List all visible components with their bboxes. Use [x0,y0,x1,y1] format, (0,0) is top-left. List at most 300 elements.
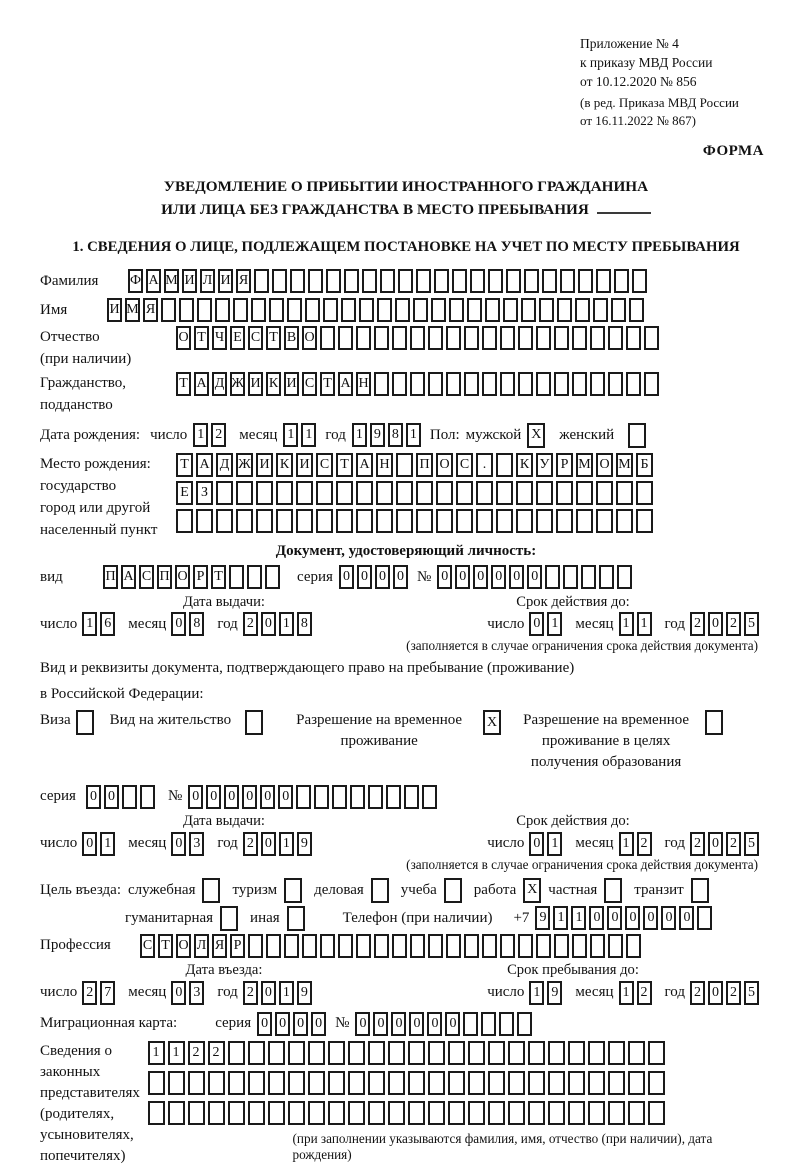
form-cell[interactable] [395,298,410,322]
form-cell[interactable] [628,1071,645,1095]
form-cell[interactable] [323,298,338,322]
form-cell[interactable]: 3 [189,832,204,856]
representatives-cells-row2[interactable] [148,1071,668,1095]
form-cell[interactable] [556,481,573,505]
form-cell[interactable]: 0 [224,785,239,809]
form-cell[interactable] [608,934,623,958]
form-cell[interactable] [608,1071,625,1095]
form-cell[interactable]: М [616,453,633,477]
form-cell[interactable]: П [416,453,433,477]
form-cell[interactable] [428,1071,445,1095]
form-cell[interactable] [557,298,572,322]
form-cell[interactable] [248,1041,265,1065]
birth-place-cells-row3[interactable] [176,509,656,533]
id-doc-type-cells[interactable] [103,565,283,589]
form-cell[interactable]: 0 [643,906,658,930]
form-cell[interactable] [500,934,515,958]
form-cell[interactable]: 7 [100,981,115,1005]
form-cell[interactable] [628,1041,645,1065]
form-cell[interactable]: 2 [726,832,741,856]
form-cell[interactable]: О [175,565,190,589]
form-cell[interactable]: Я [236,269,251,293]
form-cell[interactable] [348,1101,365,1125]
form-cell[interactable] [208,1101,225,1125]
form-cell[interactable] [608,1041,625,1065]
form-cell[interactable] [536,326,551,350]
form-cell[interactable] [648,1101,665,1125]
form-cell[interactable]: Е [176,481,193,505]
form-cell[interactable] [216,481,233,505]
form-cell[interactable]: М [125,298,140,322]
form-cell[interactable] [608,1101,625,1125]
form-cell[interactable]: О [596,453,613,477]
form-cell[interactable] [476,509,493,533]
form-cell[interactable]: С [139,565,154,589]
form-cell[interactable] [316,481,333,505]
form-cell[interactable] [348,1071,365,1095]
form-cell[interactable] [628,1101,645,1125]
stay-month-cells[interactable] [619,981,655,1005]
form-cell[interactable]: 1 [100,832,115,856]
form-cell[interactable] [644,372,659,396]
form-cell[interactable] [326,269,341,293]
form-cell[interactable]: 2 [243,612,258,636]
form-cell[interactable]: Т [194,326,209,350]
form-cell[interactable] [572,934,587,958]
form-cell[interactable] [248,934,263,958]
form-cell[interactable] [254,269,269,293]
form-cell[interactable] [428,372,443,396]
form-cell[interactable]: А [121,565,136,589]
form-cell[interactable]: Л [200,269,215,293]
form-cell[interactable]: 0 [445,1012,460,1036]
form-cell[interactable] [431,298,446,322]
form-cell[interactable] [446,372,461,396]
form-cell[interactable] [616,481,633,505]
form-cell[interactable]: 0 [311,1012,326,1036]
form-cell[interactable] [422,785,437,809]
form-cell[interactable]: Т [211,565,226,589]
form-cell[interactable] [388,1071,405,1095]
form-cell[interactable]: 0 [527,565,542,589]
form-cell[interactable]: И [218,269,233,293]
form-cell[interactable] [588,1101,605,1125]
form-cell[interactable] [408,1071,425,1095]
form-cell[interactable]: С [248,326,263,350]
purpose-work-checkbox[interactable] [523,878,541,903]
form-cell[interactable] [528,1071,545,1095]
citizenship-cells[interactable] [176,372,662,396]
form-cell[interactable]: 0 [357,565,372,589]
form-cell[interactable] [376,481,393,505]
form-cell[interactable] [608,372,623,396]
form-cell[interactable]: Ф [128,269,143,293]
form-cell[interactable]: Т [336,453,353,477]
form-cell[interactable]: И [248,372,263,396]
form-cell[interactable] [276,509,293,533]
form-cell[interactable] [328,1071,345,1095]
form-cell[interactable]: 0 [375,565,390,589]
form-cell[interactable] [428,326,443,350]
id-doc-issue-year[interactable] [243,612,315,636]
form-cell[interactable]: 0 [275,1012,290,1036]
form-cell[interactable] [518,326,533,350]
form-cell[interactable]: З [196,481,213,505]
migration-series-cells[interactable] [257,1012,329,1036]
form-cell[interactable]: О [176,326,191,350]
form-cell[interactable]: 0 [708,612,723,636]
form-cell[interactable]: И [256,453,273,477]
form-cell[interactable] [456,481,473,505]
form-cell[interactable] [697,906,712,930]
form-cell[interactable] [344,269,359,293]
form-cell[interactable]: 0 [355,1012,370,1036]
form-cell[interactable] [416,509,433,533]
form-cell[interactable] [202,878,220,903]
form-cell[interactable] [228,1071,245,1095]
form-cell[interactable] [436,481,453,505]
form-cell[interactable]: С [302,372,317,396]
form-cell[interactable] [428,1101,445,1125]
form-cell[interactable] [122,785,137,809]
form-cell[interactable] [536,509,553,533]
temp-residence-checkbox[interactable] [483,710,501,735]
form-cell[interactable]: С [140,934,155,958]
form-cell[interactable]: 0 [427,1012,442,1036]
form-cell[interactable] [464,372,479,396]
form-cell[interactable]: 0 [509,565,524,589]
form-cell[interactable] [488,1071,505,1095]
form-cell[interactable] [508,1101,525,1125]
form-cell[interactable] [560,269,575,293]
form-cell[interactable]: 0 [529,832,544,856]
form-cell[interactable] [265,565,280,589]
form-cell[interactable] [449,298,464,322]
form-cell[interactable] [288,1101,305,1125]
form-cell[interactable] [608,326,623,350]
form-cell[interactable]: X [527,423,545,448]
form-cell[interactable] [236,509,253,533]
form-cell[interactable] [396,453,413,477]
form-cell[interactable]: Д [216,453,233,477]
form-cell[interactable]: 1 [619,612,634,636]
form-cell[interactable] [596,269,611,293]
form-cell[interactable]: Я [143,298,158,322]
form-cell[interactable] [302,934,317,958]
form-cell[interactable] [503,298,518,322]
form-cell[interactable]: Ж [236,453,253,477]
form-cell[interactable] [168,1101,185,1125]
form-cell[interactable] [626,934,641,958]
form-cell[interactable] [396,481,413,505]
form-cell[interactable]: А [356,453,373,477]
form-cell[interactable]: 3 [189,981,204,1005]
form-cell[interactable] [644,326,659,350]
form-cell[interactable] [392,326,407,350]
form-cell[interactable]: 6 [100,612,115,636]
form-cell[interactable]: 2 [726,612,741,636]
form-cell[interactable] [413,298,428,322]
form-cell[interactable] [368,1101,385,1125]
form-cell[interactable] [590,372,605,396]
form-cell[interactable] [228,1101,245,1125]
entry-month-cells[interactable] [171,981,207,1005]
form-cell[interactable] [236,481,253,505]
temp-residence-education-checkbox[interactable] [705,710,723,735]
form-cell[interactable]: 0 [409,1012,424,1036]
form-cell[interactable] [276,481,293,505]
form-cell[interactable] [508,1071,525,1095]
form-cell[interactable] [196,509,213,533]
birth-place-cells-row2[interactable] [176,481,656,505]
form-cell[interactable]: 9 [535,906,550,930]
form-cell[interactable] [287,906,305,931]
form-cell[interactable]: А [194,372,209,396]
form-cell[interactable]: 0 [188,785,203,809]
form-cell[interactable] [614,269,629,293]
form-cell[interactable] [575,298,590,322]
form-cell[interactable] [245,710,263,735]
form-cell[interactable]: 9 [297,981,312,1005]
sex-female-checkbox[interactable] [628,423,646,448]
form-cell[interactable] [316,509,333,533]
form-cell[interactable] [554,326,569,350]
form-cell[interactable] [288,1071,305,1095]
form-cell[interactable] [691,878,709,903]
form-cell[interactable] [548,1101,565,1125]
form-cell[interactable] [338,326,353,350]
form-cell[interactable]: 0 [661,906,676,930]
form-cell[interactable] [272,269,287,293]
form-cell[interactable] [416,481,433,505]
form-cell[interactable] [516,509,533,533]
form-cell[interactable]: 9 [547,981,562,1005]
form-cell[interactable]: 0 [171,981,186,1005]
form-cell[interactable]: Б [636,453,653,477]
form-cell[interactable]: 0 [206,785,221,809]
form-cell[interactable] [248,1101,265,1125]
form-cell[interactable] [416,269,431,293]
form-cell[interactable] [705,710,723,735]
form-cell[interactable] [482,326,497,350]
form-cell[interactable]: А [338,372,353,396]
form-cell[interactable]: 0 [708,832,723,856]
form-cell[interactable]: В [284,326,299,350]
form-cell[interactable] [148,1071,165,1095]
form-cell[interactable] [266,934,281,958]
form-cell[interactable] [296,785,311,809]
form-cell[interactable] [464,934,479,958]
form-cell[interactable] [148,1101,165,1125]
id-doc-series-cells[interactable] [339,565,411,589]
form-cell[interactable] [554,934,569,958]
form-cell[interactable]: 8 [388,423,403,447]
form-cell[interactable] [371,878,389,903]
form-cell[interactable]: 0 [589,906,604,930]
form-cell[interactable] [528,1041,545,1065]
form-cell[interactable]: X [523,878,541,903]
form-cell[interactable]: 0 [261,832,276,856]
form-cell[interactable] [446,934,461,958]
form-cell[interactable] [500,372,515,396]
form-cell[interactable]: 1 [193,423,208,447]
form-cell[interactable]: 0 [260,785,275,809]
form-cell[interactable] [161,298,176,322]
form-cell[interactable]: Н [376,453,393,477]
form-cell[interactable] [408,1041,425,1065]
form-cell[interactable]: 0 [437,565,452,589]
res-doc-expiry-day[interactable] [529,832,565,856]
form-cell[interactable] [517,1012,532,1036]
form-cell[interactable] [452,269,467,293]
form-cell[interactable] [528,1101,545,1125]
form-cell[interactable] [545,565,560,589]
form-cell[interactable] [268,1101,285,1125]
form-cell[interactable]: 2 [690,981,705,1005]
form-cell[interactable]: 0 [373,1012,388,1036]
form-cell[interactable] [341,298,356,322]
form-cell[interactable]: О [302,326,317,350]
id-doc-issue-month[interactable] [171,612,207,636]
phone-cells[interactable] [535,906,715,930]
form-cell[interactable] [368,1071,385,1095]
form-cell[interactable]: 0 [293,1012,308,1036]
form-cell[interactable] [593,298,608,322]
form-cell[interactable]: 5 [744,981,759,1005]
form-cell[interactable]: С [316,453,333,477]
form-cell[interactable] [568,1071,585,1095]
form-cell[interactable] [374,326,389,350]
form-cell[interactable] [588,1071,605,1095]
form-cell[interactable]: Т [176,453,193,477]
entry-day-cells[interactable] [82,981,118,1005]
form-cell[interactable]: 8 [189,612,204,636]
form-cell[interactable] [596,481,613,505]
form-cell[interactable] [348,1041,365,1065]
form-cell[interactable] [408,1101,425,1125]
form-cell[interactable]: 1 [406,423,421,447]
form-cell[interactable] [539,298,554,322]
form-cell[interactable]: Т [158,934,173,958]
form-cell[interactable]: 0 [679,906,694,930]
birth-place-cells-row1[interactable] [176,453,656,477]
form-cell[interactable] [76,710,94,735]
representatives-cells-row3[interactable] [148,1101,668,1125]
form-cell[interactable] [368,1041,385,1065]
form-cell[interactable]: О [176,934,191,958]
form-cell[interactable] [305,298,320,322]
birth-day-cells[interactable] [193,423,229,447]
patronymic-cells[interactable] [176,326,662,350]
form-cell[interactable] [590,326,605,350]
form-cell[interactable]: 0 [278,785,293,809]
form-cell[interactable]: 1 [283,423,298,447]
purpose-official-checkbox[interactable] [202,878,220,903]
form-cell[interactable] [488,1101,505,1125]
form-cell[interactable] [444,878,462,903]
form-cell[interactable]: 2 [188,1041,205,1065]
form-cell[interactable] [188,1071,205,1095]
form-cell[interactable] [626,372,641,396]
form-cell[interactable]: 0 [86,785,101,809]
form-cell[interactable] [554,372,569,396]
representatives-cells-row1[interactable] [148,1041,668,1065]
form-cell[interactable] [611,298,626,322]
form-cell[interactable] [179,298,194,322]
form-cell[interactable] [247,565,262,589]
res-doc-issue-day[interactable] [82,832,118,856]
form-cell[interactable] [581,565,596,589]
form-cell[interactable]: И [182,269,197,293]
form-cell[interactable]: 2 [208,1041,225,1065]
form-cell[interactable]: 2 [211,423,226,447]
form-cell[interactable] [588,1041,605,1065]
form-cell[interactable] [229,565,244,589]
form-cell[interactable] [572,372,587,396]
form-cell[interactable] [632,269,647,293]
form-cell[interactable] [336,481,353,505]
form-cell[interactable] [568,1041,585,1065]
form-cell[interactable] [448,1101,465,1125]
form-cell[interactable]: 1 [82,612,97,636]
form-cell[interactable] [404,785,419,809]
form-cell[interactable]: 0 [171,612,186,636]
form-cell[interactable] [296,509,313,533]
form-cell[interactable] [578,269,593,293]
form-cell[interactable] [568,1101,585,1125]
form-cell[interactable] [548,1041,565,1065]
visa-checkbox[interactable] [76,710,94,735]
form-cell[interactable]: П [157,565,172,589]
form-cell[interactable]: Ж [230,372,245,396]
form-cell[interactable]: А [146,269,161,293]
form-cell[interactable]: 0 [607,906,622,930]
form-cell[interactable] [467,298,482,322]
form-cell[interactable]: 9 [370,423,385,447]
form-cell[interactable] [496,453,513,477]
form-cell[interactable]: 0 [339,565,354,589]
name-cells[interactable] [107,298,647,322]
form-cell[interactable]: 1 [279,612,294,636]
birth-year-cells[interactable] [352,423,424,447]
id-doc-issue-day[interactable] [82,612,118,636]
form-cell[interactable] [508,1041,525,1065]
res-doc-number-cells[interactable] [188,785,440,809]
form-cell[interactable] [590,934,605,958]
form-cell[interactable] [548,1071,565,1095]
form-cell[interactable] [488,1041,505,1065]
form-cell[interactable] [576,481,593,505]
form-cell[interactable] [398,269,413,293]
form-cell[interactable]: 1 [168,1041,185,1065]
res-doc-expiry-month[interactable] [619,832,655,856]
form-cell[interactable] [476,481,493,505]
form-cell[interactable]: Л [194,934,209,958]
form-cell[interactable] [338,934,353,958]
form-cell[interactable] [368,785,383,809]
form-cell[interactable] [256,481,273,505]
form-cell[interactable]: 0 [529,612,544,636]
form-cell[interactable] [436,509,453,533]
form-cell[interactable] [485,298,500,322]
form-cell[interactable]: Р [556,453,573,477]
form-cell[interactable] [256,509,273,533]
form-cell[interactable] [356,509,373,533]
form-cell[interactable]: 1 [148,1041,165,1065]
form-cell[interactable]: Н [356,372,371,396]
form-cell[interactable] [308,1071,325,1095]
form-cell[interactable]: Т [320,372,335,396]
